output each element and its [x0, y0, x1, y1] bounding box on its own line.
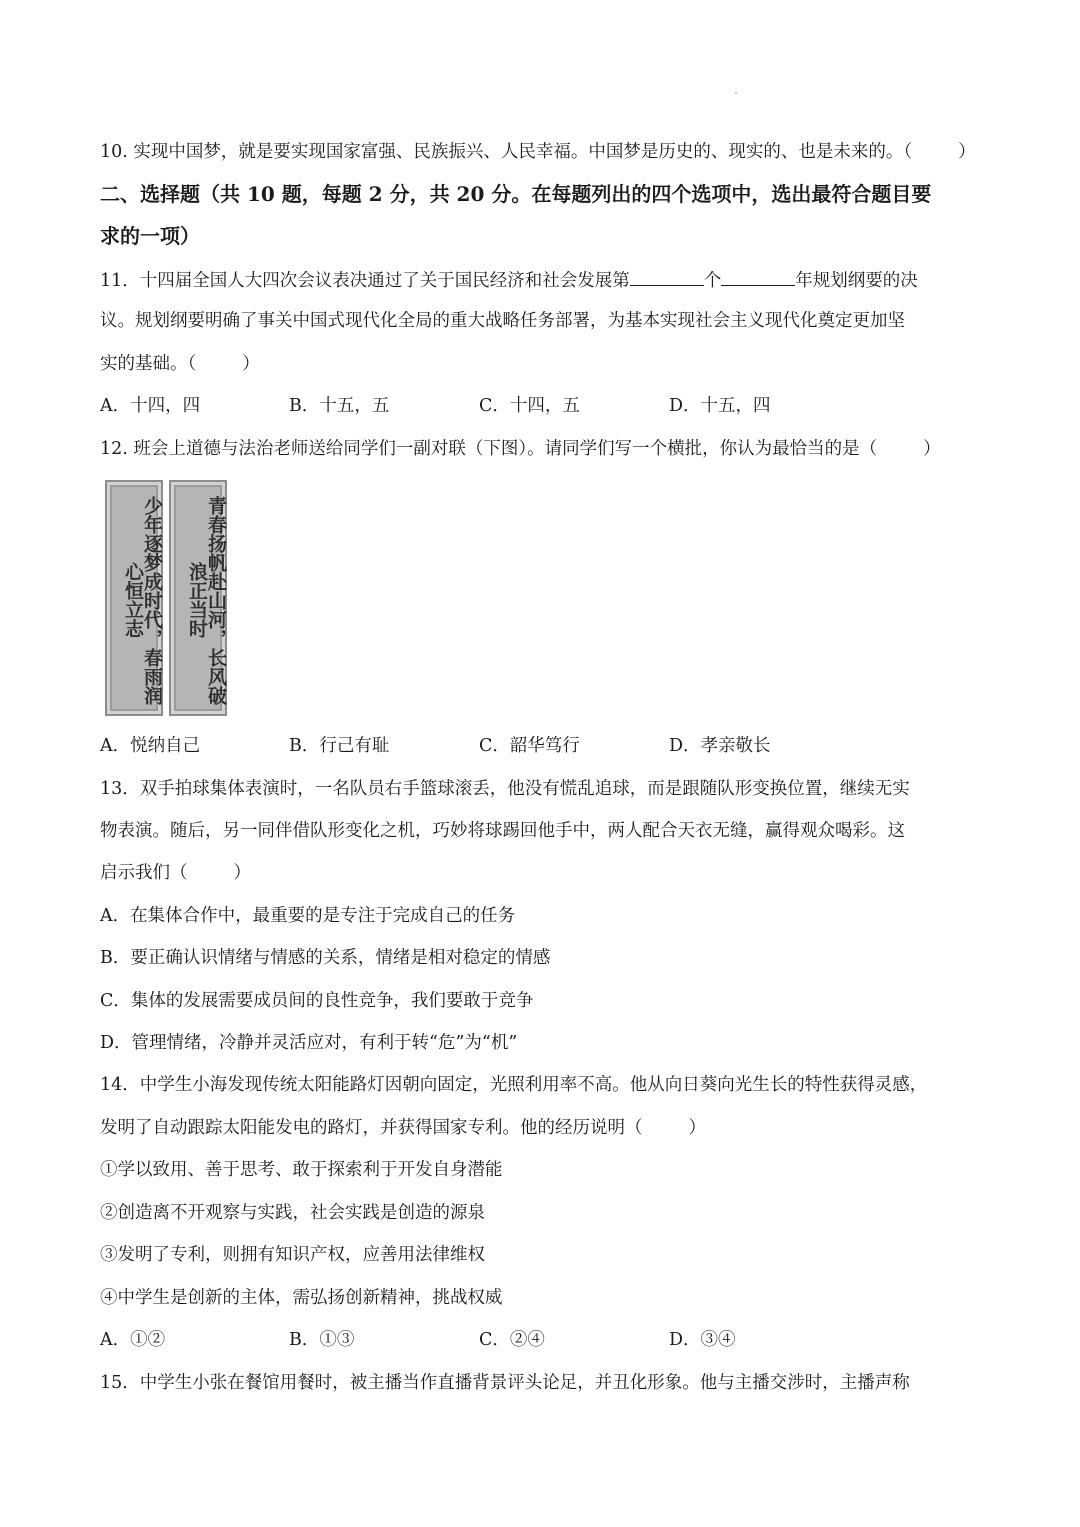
q13-option-c[interactable]: C．集体的发展需要成员间的良性竞争，我们要敢于竞争 — [100, 991, 534, 1011]
q12-option-d[interactable]: D．孝亲敬长 — [669, 736, 771, 756]
question-13-paren-close: ） — [233, 863, 251, 883]
q11-option-d[interactable]: D．十五，四 — [669, 396, 771, 416]
question-10-paren-close: ） — [958, 142, 976, 162]
q14-option-a[interactable]: A．①② — [100, 1330, 166, 1350]
q13-option-d[interactable]: D．管理情绪，冷静并灵活应对，有利于转“危”为“机” — [100, 1033, 518, 1053]
couplet-left-text: 少年逐梦成时代，春雨润心恒立志 — [122, 495, 163, 705]
question-11-line2: 议。规划纲要明确了事关中国式现代化全局的重大战略任务部署，为基本实现社会主义现代化奠定更加坚 — [100, 311, 905, 331]
question-14-line1: 14．中学生小海发现传统太阳能路灯因朝向固定，光照利用率不高。他从向日葵向光生长的特性获得灵感， — [100, 1075, 928, 1095]
q14-statement-3: ③发明了专利，则拥有知识产权，应善用法律维权 — [100, 1245, 485, 1265]
q12-option-b[interactable]: B．行己有耻 — [289, 736, 390, 756]
answer-blank — [630, 267, 704, 286]
question-11-line3 — [100, 352, 260, 376]
question-10-text: 10. 实现中国梦，就是要实现国家富强、民族振兴、人民幸福。中国梦是历史的、现实的、也是未来的。（ — [100, 142, 913, 162]
question-11-paren-close: ） — [242, 354, 260, 374]
section-2-heading-line1: 二、选择题（共 10 题，每题 2 分，共 20 分。在每题列出的四个选项中，选出最符合题目要 — [100, 182, 932, 206]
question-10 — [100, 140, 976, 164]
question-12-paren-close: ） — [923, 439, 941, 459]
q13-option-b[interactable]: B．要正确认识情绪与情感的关系，情绪是相对稳定的情感 — [100, 948, 551, 968]
couplet-scroll-right — [169, 480, 227, 716]
question-12 — [100, 437, 941, 461]
q14-option-d[interactable]: D．③④ — [669, 1330, 736, 1350]
q12-option-c[interactable]: C．韶华笃行 — [479, 736, 580, 756]
q11-option-b[interactable]: B．十五，五 — [289, 396, 390, 416]
question-14-text-b: 发明了自动跟踪太阳能发电的路灯，并获得国家专利。他的经历说明（ — [100, 1118, 643, 1138]
q11-option-a[interactable]: A．十四，四 — [100, 396, 201, 416]
question-13-line1: 13．双手拍球集体表演时，一名队员右手篮球滚丢，他没有慌乱追球，而是跟随队形变换位置，继续无实 — [100, 779, 910, 799]
question-13-line2: 物表演。随后，另一同伴借队形变化之机，巧妙将球踢回他手中，两人配合天衣无缝，赢得观众喝彩。这 — [100, 821, 905, 841]
question-15-line1: 15．中学生小张在餐馆用餐时，被主播当作直播背景评头论足，并丑化形象。他与主播交涉时，主播声称 — [100, 1373, 910, 1393]
question-13-line3 — [100, 861, 251, 885]
couplet-right-text: 青春扬帆赴山河，长风破浪正当时 — [186, 495, 227, 705]
q14-statement-1: ①学以致用、善于思考、敢于探索利于开发自身潜能 — [100, 1160, 503, 1180]
question-14-paren-close: ） — [688, 1118, 706, 1138]
question-11-text-c: 年规划纲要的决 — [795, 271, 918, 291]
q13-option-a[interactable]: A．在集体合作中，最重要的是专注于完成自己的任务 — [100, 906, 516, 926]
question-14-line2 — [100, 1116, 706, 1140]
q12-option-a[interactable]: A．悦纳自己 — [100, 736, 201, 756]
q14-option-c[interactable]: C．②④ — [479, 1330, 545, 1350]
q11-option-c[interactable]: C．十四，五 — [479, 396, 580, 416]
answer-blank — [721, 267, 795, 286]
q14-statement-4: ④中学生是创新的主体，需弘扬创新精神，挑战权威 — [100, 1288, 503, 1308]
question-13-text-c: 启示我们（ — [100, 863, 188, 883]
q14-option-b[interactable]: B．①③ — [289, 1330, 355, 1350]
question-12-text: 12. 班会上道德与法治老师送给同学们一副对联（下图）。请同学们写一个横批，你认为最恰当的是（ — [100, 439, 878, 459]
section-2-heading-line2: 求的一项） — [100, 224, 200, 248]
question-11-text-d: 实的基础。（ — [100, 354, 197, 374]
scan-speck — [735, 92, 737, 94]
question-11-line1 — [100, 267, 918, 293]
q14-statement-2: ②创造离不开观察与实践，社会实践是创造的源泉 — [100, 1203, 485, 1223]
question-11-text-a: 11．十四届全国人大四次会议表决通过了关于国民经济和社会发展第 — [100, 271, 630, 291]
question-11-text-b: 个 — [703, 271, 722, 291]
couplet-scroll-left — [105, 480, 163, 716]
